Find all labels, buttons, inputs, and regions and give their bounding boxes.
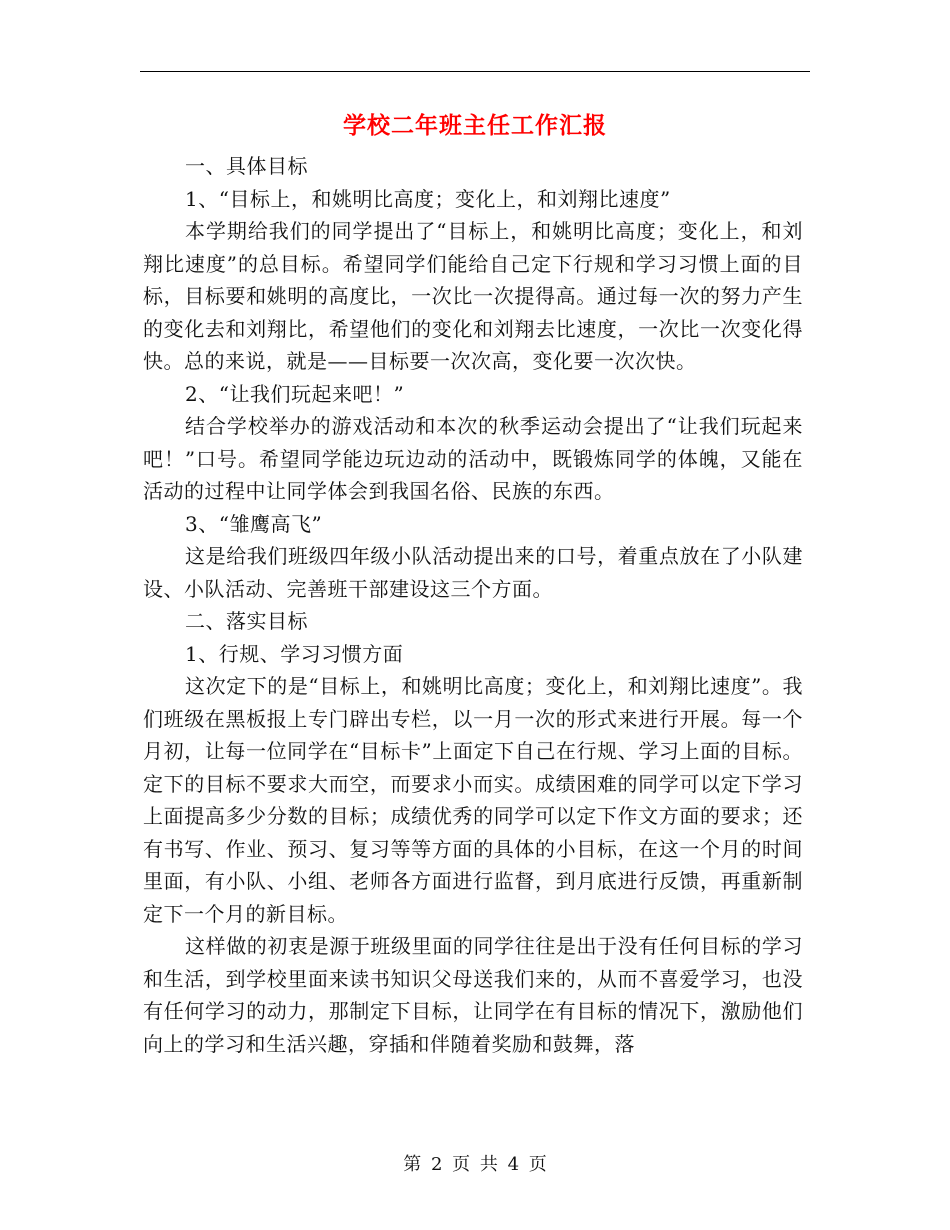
subheading-goal-2: 2、“让我们玩起来吧！” (185, 381, 405, 406)
subheading-goal-1: 1、“目标上，和姚明比高度；变化上，和刘翔比速度” (185, 186, 671, 211)
heading-implement-goals: 二、落实目标 (185, 609, 308, 633)
document-title: 学校二年班主任工作汇报 (343, 113, 607, 139)
paragraph: 这是给我们班级四年级小队活动提出来的口号，着重点放在了小队建设、小队活动、完善班干部建设这三个方面。 (143, 544, 803, 601)
paragraph: 这样做的初衷是源于班级里面的同学往往是出于没有任何目标的学习和生活，到学校里面来读书知识父母送我们来的，从而不喜爱学习，也没有任何学习的动力，那制定下目标，让同学在有目标的情况下，激励他们向上的学习和生活兴趣，穿插和伴随着奖励和鼓舞，落 (143, 934, 803, 1056)
page-number: 第 2 页 共 4 页 (403, 1154, 547, 1175)
heading-specific-goals: 一、具体目标 (185, 154, 308, 178)
paragraph: 本学期给我们的同学提出了“目标上，和姚明比高度；变化上，和刘翔比速度”的总目标。希望同学们能给自己定下行规和学习习惯上面的目标，目标要和姚明的高度比，一次比一次提得高。通过每一次的努力产生的变化去和刘翔比，希望他们的变化和刘翔去比速度，一次比一次变化得快。总的来说，就是——目标要一次次高，变化要一次次快。 (143, 219, 803, 373)
paragraph: 这次定下的是“目标上，和姚明比高度；变化上，和刘翔比速度”。我们班级在黑板报上专门辟出专栏，以一月一次的形式来进行开展。每一个月初，让每一位同学在“目标卡”上面定下自己在行规、学习上面的目标。定下的目标不要求大而空，而要求小而实。成绩困难的同学可以定下学习上面提高多少分数的目标；成绩优秀的同学可以定下作文方面的要求；还有书写、作业、预习、复习等等方面的具体的小目标，在这一个月的时间里面，有小队、小组、老师各方面进行监督，到月底进行反馈，再重新制定下一个月的新目标。 (143, 674, 803, 926)
header-rule (140, 71, 810, 72)
document-body (143, 150, 803, 1060)
subheading-goal-3: 3、“雏鹰高飞” (185, 511, 323, 536)
subheading-habits: 1、行规、学习习惯方面 (185, 641, 404, 666)
paragraph: 结合学校举办的游戏活动和本次的秋季运动会提出了“让我们玩起来吧！”口号。希望同学能边玩边动的活动中，既锻炼同学的体魄，又能在活动的过程中让同学体会到我国名俗、民族的东西。 (143, 414, 803, 503)
